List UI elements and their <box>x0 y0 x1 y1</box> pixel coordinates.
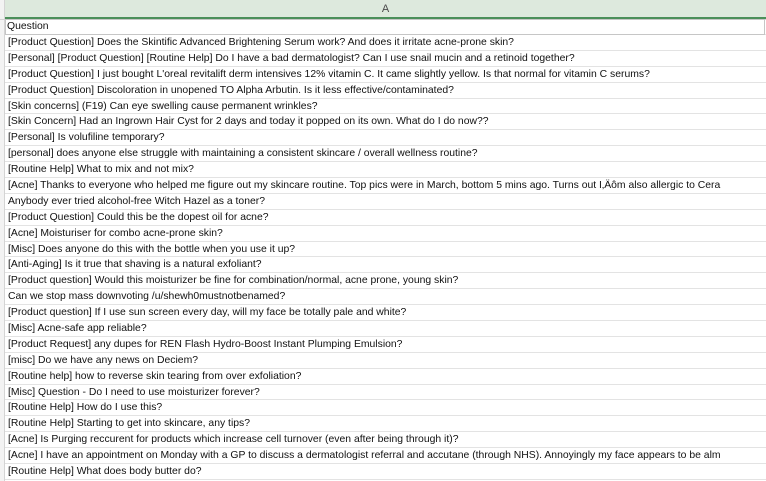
table-row <box>5 35 766 51</box>
question-cell[interactable]: [Product Question] I just bought L'oreal revitalift derm intensives 12% vitamin C. It came slightly yellow. Is that normal for vitamin C serums? <box>8 68 650 80</box>
table-row <box>5 242 766 258</box>
table-row <box>5 130 766 146</box>
question-cell[interactable]: [Product question] Would this moisturizer be fine for combination/normal, acne prone, young skin? <box>8 275 459 287</box>
table-row <box>5 321 766 337</box>
question-cell[interactable]: [Acne] I have an appointment on Monday with a GP to discuss a dermatologist referral and accutane (through NHS). Annoyingly my face appears to be alm <box>8 450 721 462</box>
question-cell[interactable]: [personal] does anyone else struggle with maintaining a consistent skincare / overall wellness routine? <box>8 148 478 160</box>
cell-grid <box>5 19 766 480</box>
table-row <box>5 114 766 130</box>
header-cell[interactable]: Question <box>7 21 49 32</box>
table-row <box>5 464 766 480</box>
table-row <box>5 146 766 162</box>
table-row <box>5 226 766 242</box>
table-row <box>5 432 766 448</box>
question-cell[interactable]: [Routine Help] What to mix and not mix? <box>8 164 194 176</box>
question-cell[interactable]: [Product Question] Discoloration in unopened TO Alpha Arbutin. Is it less effective/contaminated? <box>8 84 454 96</box>
question-cell[interactable]: [Personal] Is volufiline temporary? <box>8 132 165 144</box>
table-row <box>5 67 766 83</box>
column-header-bar <box>0 0 766 20</box>
question-cell[interactable]: [Personal] [Product Question] [Routine Help] Do I have a bad dermatologist? Can I use snail mucin and a retinoid together? <box>8 52 575 64</box>
question-cell[interactable]: [Misc] Acne-safe app reliable? <box>8 323 147 335</box>
question-cell[interactable]: Anybody ever tried alcohol-free Witch Hazel as a toner? <box>8 195 266 207</box>
table-row <box>5 162 766 178</box>
question-cell[interactable]: [Misc] Does anyone do this with the bottle when you use it up? <box>8 243 296 255</box>
question-cell[interactable]: [Routine Help] What does body butter do? <box>8 466 202 478</box>
question-cell[interactable]: [Product question] If I use sun screen every day, will my face be totally pale and white? <box>8 307 407 319</box>
table-row <box>5 19 766 35</box>
table-row <box>5 83 766 99</box>
question-cell[interactable]: [Routine help] how to reverse skin tearing from over exfoliation? <box>8 370 302 382</box>
question-cell[interactable]: [Acne] Is Purging reccurent for products which increase cell turnover (even after being through it)? <box>8 434 459 446</box>
question-cell[interactable]: [Acne] Moisturiser for combo acne-prone skin? <box>8 227 223 239</box>
table-row <box>5 51 766 67</box>
question-cell[interactable]: [Misc] Question - Do I need to use moisturizer forever? <box>8 386 260 398</box>
question-cell[interactable]: [Skin concerns] (F19) Can eye swelling cause permanent wrinkles? <box>8 100 318 112</box>
table-row <box>5 273 766 289</box>
table-row <box>5 99 766 115</box>
table-row <box>5 400 766 416</box>
table-row <box>5 210 766 226</box>
table-row <box>5 194 766 210</box>
table-row <box>5 353 766 369</box>
table-row <box>5 257 766 273</box>
table-row <box>5 369 766 385</box>
question-cell[interactable]: [Product Question] Could this be the dopest oil for acne? <box>8 211 269 223</box>
table-row <box>5 416 766 432</box>
question-cell[interactable]: Can we stop mass downvoting /u/shewh0mustnotbenamed? <box>8 291 286 303</box>
question-cell[interactable]: [Acne] Thanks to everyone who helped me figure out my skincare routine. Top pics were in March, bottom 5 mins ago. Turns out I‚Äôm also allergic to Cera <box>8 180 721 192</box>
question-cell[interactable]: [Anti-Aging] Is it true that shaving is a natural exfoliant? <box>8 259 262 271</box>
table-row <box>5 448 766 464</box>
table-row <box>5 289 766 305</box>
question-cell[interactable]: [misc] Do we have any news on Deciem? <box>8 354 198 366</box>
question-cell[interactable]: [Routine Help] How do I use this? <box>8 402 163 414</box>
table-row <box>5 305 766 321</box>
column-header-a[interactable]: A <box>5 0 766 19</box>
question-cell[interactable]: [Product Question] Does the Skintific Advanced Brightening Serum work? And does it irritate acne-prone skin? <box>8 37 514 48</box>
table-row <box>5 178 766 194</box>
table-row <box>5 385 766 401</box>
question-cell[interactable]: [Product Request] any dupes for REN Flash Hydro-Boost Instant Plumping Emulsion? <box>8 338 403 350</box>
table-row <box>5 337 766 353</box>
question-cell[interactable]: [Routine Help] Starting to get into skincare, any tips? <box>8 418 251 430</box>
question-cell[interactable]: [Skin Concern] Had an Ingrown Hair Cyst for 2 days and today it popped on its own. What do I do now?? <box>8 116 489 128</box>
